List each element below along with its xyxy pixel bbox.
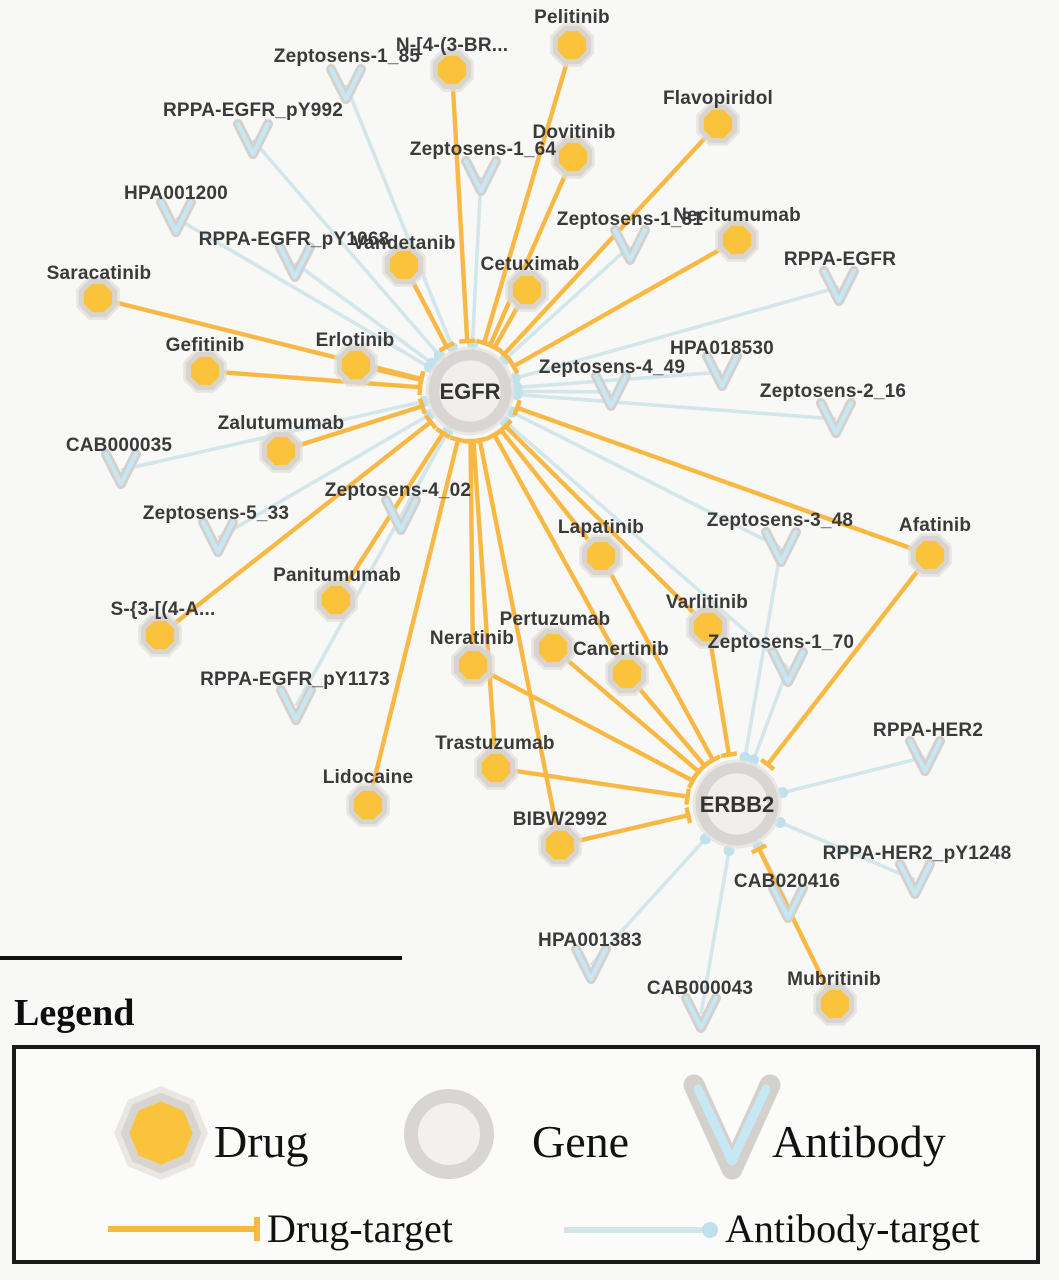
antibody-label-rppa-egfr-py992: RPPA-EGFR_pY992 [162, 100, 344, 121]
antibody-label-zeptosens-1-31: Zeptosens-1_31 [556, 209, 704, 230]
drug-label-gefitinib: Gefitinib [165, 335, 245, 356]
drug-label-afatinib: Afatinib [898, 515, 972, 536]
drug-node-neratinib [456, 648, 489, 681]
antibody-label-zeptosens-1-70: Zeptosens-1_70 [707, 632, 855, 653]
legend-label-gene: Gene [532, 1116, 630, 1167]
edge-antibody-zeptosens-4-49-egfr [517, 391, 611, 392]
gene-label-egfr: EGFR [439, 379, 501, 404]
gene-label-erbb2: ERBB2 [699, 792, 775, 817]
drug-node-pertuzumab [536, 631, 569, 664]
drug-node-cetuximab [510, 273, 543, 306]
drug-node-icon [99, 1082, 223, 1186]
drug-node-bibw2992 [543, 828, 576, 861]
edge-drug-tee-erlotinib-egfr [419, 372, 423, 388]
antibody-label-zeptosens-5-33: Zeptosens-5_33 [142, 503, 290, 524]
antibody-label-zeptosens-4-02: Zeptosens-4_02 [324, 480, 472, 501]
legend-label-antibody-target: Antibody-target [725, 1206, 980, 1251]
drug-label-saracatinib: Saracatinib [46, 263, 152, 284]
edge-drug-tee-trastuzumab-erbb2 [686, 789, 688, 805]
drug-label-s-3-4-a: S-{3-[(4-A... [110, 599, 216, 620]
legend-label-drug-target: Drug-target [267, 1206, 453, 1251]
drug-label-canertinib: Canertinib [573, 639, 669, 660]
drug-node-necitumumab [720, 223, 753, 256]
edge-drug-tee-bibw2992-egfr [472, 438, 488, 441]
antibody-label-zeptosens-3-48: Zeptosens-3_48 [706, 510, 854, 531]
antibody-label-zeptosens-4-49: Zeptosens-4_49 [538, 357, 686, 378]
gene-node-icon [397, 1082, 501, 1186]
drug-node-canertinib [610, 657, 643, 690]
drug-label-n-4-3-br: N-[4-(3-BR... [395, 35, 509, 56]
antibody-label-rppa-egfr: RPPA-EGFR [783, 249, 897, 270]
drug-label-bibw2992: BIBW2992 [512, 809, 608, 830]
drug-node-zalutumumab [264, 434, 297, 467]
edge-drug-trastuzumab-egfr [473, 441, 496, 768]
drug-label-varlitinib: Varlitinib [665, 592, 749, 613]
antibody-label-zeptosens-2-16: Zeptosens-2_16 [759, 381, 907, 402]
drug-label-flavopiridol: Flavopiridol [662, 88, 774, 109]
drug-node-lapatinib [584, 539, 617, 572]
drug-label-necitumumab: Necitumumab [673, 205, 801, 226]
drug-node-n-4-3-br [435, 53, 468, 86]
drug-label-cetuximab: Cetuximab [480, 254, 580, 275]
antibody-label-cab000035: CAB000035 [65, 435, 173, 456]
edge-drug-n-4-3-br-egfr [452, 70, 467, 341]
antibody-label-rppa-egfr-py1173: RPPA-EGFR_pY1173 [200, 669, 390, 690]
antibody-label-hpa018530: HPA018530 [670, 338, 774, 359]
antibody-label-zeptosens-1-64: Zeptosens-1_64 [409, 139, 557, 160]
drug-label-mubritinib: Mubritinib [787, 969, 881, 990]
drug-label-zalutumumab: Zalutumumab [217, 413, 345, 434]
drug-node-pelitinib [555, 28, 588, 61]
antibody-label-cab020416: CAB020416 [733, 871, 841, 892]
drug-node-gefitinib [188, 354, 221, 387]
drug-label-pelitinib: Pelitinib [534, 7, 610, 28]
drug-node-lidocaine [351, 788, 384, 821]
edge-drug-trastuzumab-erbb2 [496, 768, 688, 797]
drug-label-erlotinib: Erlotinib [315, 330, 395, 351]
drug-label-neratinib: Neratinib [429, 628, 515, 649]
drug-label-vandetanib: Vandetanib [352, 233, 456, 254]
drug-label-pertuzumab: Pertuzumab [499, 609, 611, 630]
legend-title: Legend [14, 992, 135, 1034]
antibody-label-rppa-her2: RPPA-HER2 [872, 720, 984, 741]
antibody-label-hpa001200: HPA001200 [124, 183, 228, 204]
antibody-label-cab000043: CAB000043 [646, 978, 754, 999]
drug-node-afatinib [913, 538, 946, 571]
drug-node-saracatinib [81, 281, 114, 314]
antibody-target-edge-icon [560, 1214, 730, 1246]
drug-node-flavopiridol [701, 107, 734, 140]
drug-label-trastuzumab: Trastuzumab [435, 733, 555, 754]
drug-node-s-3-4-a [143, 618, 176, 651]
edge-drug-tee-bibw2992-erbb2 [686, 807, 690, 823]
drug-label-dovitinib: Dovitinib [532, 122, 616, 143]
drug-label-lidocaine: Lidocaine [322, 767, 414, 788]
drug-node-panitumumab [319, 583, 352, 616]
antibody-label-rppa-egfr-py1068: RPPA-EGFR_pY1068 [198, 229, 390, 250]
edge-drug-tee-afatinib-egfr [514, 400, 519, 415]
drug-node-mubritinib [818, 987, 851, 1020]
drug-node-erlotinib [339, 348, 372, 381]
section-divider [0, 956, 402, 960]
legend-box [12, 1045, 1040, 1264]
antibody-label-zeptosens-1-85: Zeptosens-1_85 [273, 46, 421, 67]
drug-node-trastuzumab [479, 751, 512, 784]
edge-drug-tee-n-4-3-br-egfr [459, 341, 475, 342]
antibody-label-hpa001383: HPA001383 [538, 930, 642, 951]
drug-node-dovitinib [556, 140, 589, 173]
drug-target-edge-icon [104, 1213, 274, 1245]
edge-drug-tee-varlitinib-erbb2 [721, 753, 737, 756]
antibody-label-rppa-her2-py1248: RPPA-HER2_pY1248 [822, 843, 1012, 864]
legend-label-drug: Drug [214, 1116, 309, 1167]
drug-label-panitumumab: Panitumumab [273, 565, 401, 586]
legend-label-antibody: Antibody [772, 1116, 946, 1167]
drug-label-lapatinib: Lapatinib [557, 517, 645, 538]
edge-antibody-rppa-her2-erbb2 [783, 757, 925, 793]
